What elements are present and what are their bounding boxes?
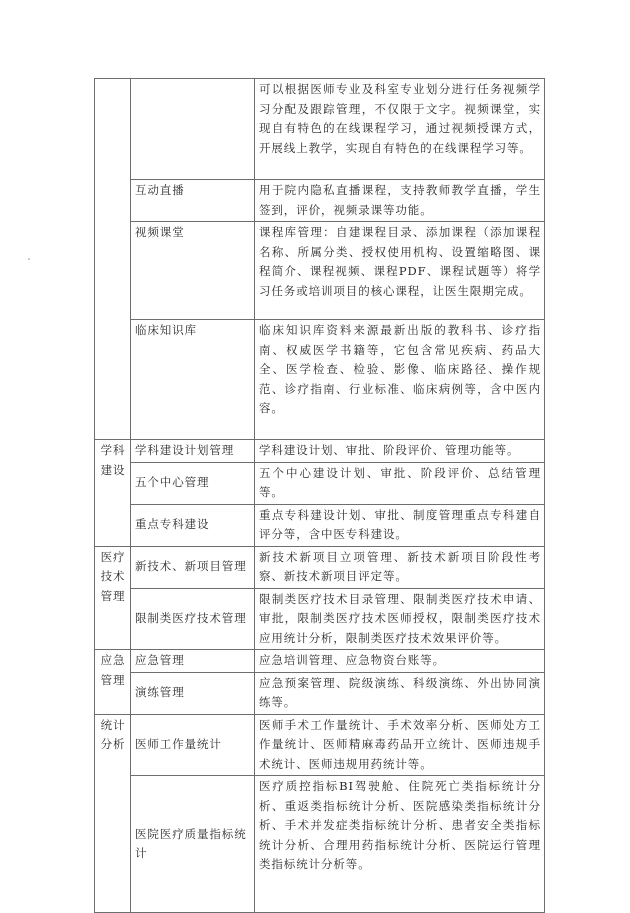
description-cell: 学科建设计划、审批、阶段评价、管理功能等。 [255,440,545,463]
table-row [95,180,545,222]
category-cell: 医疗技术管理 [95,546,131,650]
table-row [95,650,545,673]
table-row [95,440,545,463]
subcategory-cell [131,79,255,180]
scan-speck [28,258,30,260]
category-cell: 统计分析 [95,714,131,913]
subcategory-cell: 医院医疗质量指标统计 [131,776,255,913]
table-row [95,588,545,650]
subcategory-cell: 临床知识库 [131,320,255,440]
description-cell: 五个中心建设计划、审批、阶段评价、总结管理等。 [255,462,545,504]
description-cell: 医师手术工作量统计、手术效率分析、医师处方工作量统计、医师精麻毒药品开立统计、医师违规手术统计、医师违规用药统计等。 [255,714,545,776]
table-row [95,714,545,776]
table-row [95,776,545,913]
description-cell: 应急预案管理、院级演练、科级演练、外出协同演练等。 [255,672,545,714]
category-cell [95,79,131,440]
table-row [95,672,545,714]
description-cell: 限制类医疗技术目录管理、限制类医疗技术申请、审批，限制类医疗技术医师授权，限制类医疗技术应用统计分析，限制类医疗技术效果评价等。 [255,588,545,650]
table-row [95,79,545,180]
table-row [95,546,545,588]
subcategory-cell: 五个中心管理 [131,462,255,504]
subcategory-cell: 视频课堂 [131,222,255,320]
category-cell: 应急管理 [95,650,131,715]
description-cell: 用于院内隐私直播课程，支持教师教学直播，学生签到，评价，视频录课等功能。 [255,180,545,222]
description-cell: 新技术新项目立项管理、新技术新项目阶段性考察、新技术新项目评定等。 [255,546,545,588]
table-row [95,504,545,546]
subcategory-cell: 重点专科建设 [131,504,255,546]
subcategory-cell: 医师工作量统计 [131,714,255,776]
description-cell: 应急培训管理、应急物资台账等。 [255,650,545,673]
description-cell: 课程库管理：自建课程目录、添加课程（添加课程名称、所属分类、授权使用机构、设置缩略图、课程简介、课程视频、课程PDF、课程试题等）将学习任务或培训项目的核心课程，让医生限期完成。 [255,222,545,320]
subcategory-cell: 应急管理 [131,650,255,673]
subcategory-cell: 学科建设计划管理 [131,440,255,463]
subcategory-cell: 新技术、新项目管理 [131,546,255,588]
description-cell: 重点专科建设计划、审批、制度管理重点专科建自评分等，含中医专科建设。 [255,504,545,546]
feature-table [94,78,545,913]
table-row [95,462,545,504]
description-cell: 可以根据医师专业及科室专业划分进行任务视频学习分配及跟踪管理，不仅限于文字。视频课堂，实现自有特色的在线课程学习，通过视频授课方式，开展线上教学，实现自有特色的在线课程学习等。 [255,79,545,180]
subcategory-cell: 演练管理 [131,672,255,714]
subcategory-cell: 限制类医疗技术管理 [131,588,255,650]
description-cell: 临床知识库资料来源最新出版的教科书、诊疗指南、权威医学书籍等，它包含常见疾病、药品大全、医学检查、检验、影像、临床路径、操作规范、诊疗指南、行业标准、临床病例等，含中医内容。 [255,320,545,440]
description-cell: 医疗质控指标BI驾驶舱、住院死亡类指标统计分析、重返类指标统计分析、医院感染类指标统计分析、手术并发症类指标统计分析、患者安全类指标统计分析、合理用药指标统计分析、医院运行管理类指标统计分析等。 [255,776,545,913]
table-row [95,222,545,320]
table-row [95,320,545,440]
subcategory-cell: 互动直播 [131,180,255,222]
category-cell: 学科建设 [95,440,131,547]
